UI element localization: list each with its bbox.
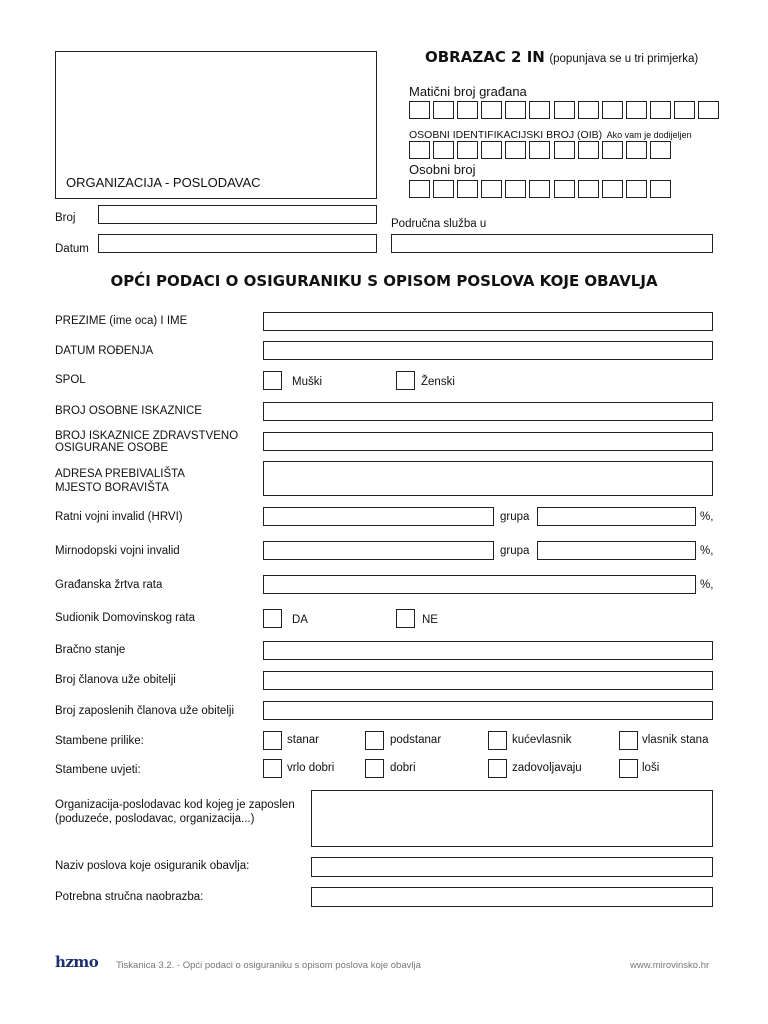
hzmo-logo: hzmo xyxy=(55,953,99,971)
maticni-cells[interactable] xyxy=(409,101,722,119)
mirnodopski-label: Mirnodopski vojni invalid xyxy=(55,545,180,557)
zdravstvena-field[interactable] xyxy=(263,432,713,451)
adresa-label-2: MJESTO BORAVIŠTA xyxy=(55,482,169,494)
uvjeti-zadovoljavaju-checkbox[interactable] xyxy=(488,759,507,778)
organization-label: ORGANIZACIJA - POSLODAVAC xyxy=(66,175,261,190)
zdravstvena-label-2: OSIGURANE OSOBE xyxy=(55,442,169,454)
uvjeti-vrlo-dobri-checkbox[interactable] xyxy=(263,759,282,778)
broj-label: Broj xyxy=(55,212,76,224)
footer-url[interactable]: www.mirovinsko.hr xyxy=(630,960,710,971)
uvjeti-losi-label: loši xyxy=(642,762,660,774)
sudionik-ne-checkbox[interactable] xyxy=(396,609,415,628)
civilna-field[interactable] xyxy=(263,575,696,594)
spol-label: SPOL xyxy=(55,374,86,386)
ratni-grupa-label: grupa xyxy=(500,511,530,523)
naziv-poslova-label: Naziv poslova koje osiguranik obavlja: xyxy=(55,860,250,872)
adresa-field[interactable] xyxy=(263,461,713,496)
prilike-kucevlasnik-label: kućevlasnik xyxy=(512,734,572,746)
spol-muski-checkbox[interactable] xyxy=(263,371,282,390)
uvjeti-label: Stambene uvjeti: xyxy=(55,764,141,776)
uvjeti-dobri-label: dobri xyxy=(390,762,416,774)
sudionik-da-checkbox[interactable] xyxy=(263,609,282,628)
uvjeti-vrlo-dobri-label: vrlo dobri xyxy=(287,762,335,774)
ratni-field[interactable] xyxy=(263,507,494,526)
form-title-row xyxy=(425,48,698,67)
podrucna-field[interactable] xyxy=(391,234,713,253)
datum-field[interactable] xyxy=(98,234,377,253)
org-poslodavac-label-1: Organizacija-poslodavac kod kojeg je zaposlen xyxy=(55,799,295,811)
spol-zenski-label: Ženski xyxy=(421,376,455,388)
datum-label: Datum xyxy=(55,243,89,255)
prezime-label: PREZIME (ime oca) I IME xyxy=(55,315,188,327)
org-poslodavac-field[interactable] xyxy=(311,790,713,847)
ratni-label: Ratni vojni invalid (HRVI) xyxy=(55,511,183,523)
clanovi-field[interactable] xyxy=(263,671,713,690)
mirnodopski-percent-label: %, xyxy=(700,545,714,557)
prilike-vlasnik-stana-label: vlasnik stana xyxy=(642,734,709,746)
civilna-percent-label: %, xyxy=(700,579,714,591)
osobni-label: Osobni broj xyxy=(409,162,476,177)
bracno-label: Bračno stanje xyxy=(55,644,126,656)
prilike-kucevlasnik-checkbox[interactable] xyxy=(488,731,507,750)
mirnodopski-field[interactable] xyxy=(263,541,494,560)
sudionik-ne-label: NE xyxy=(422,614,438,626)
prilike-podstanar-checkbox[interactable] xyxy=(365,731,384,750)
form-note: (popunjava se u tri primjerka) xyxy=(549,53,699,65)
naobrazba-field[interactable] xyxy=(311,887,713,907)
mirnodopski-grupa-label: grupa xyxy=(500,545,530,557)
prezime-field[interactable] xyxy=(263,312,713,331)
podrucna-label: Područna služba u xyxy=(391,218,487,230)
prilike-stanar-checkbox[interactable] xyxy=(263,731,282,750)
datum-rodjenja-label: DATUM ROĐENJA xyxy=(55,345,154,357)
prilike-stanar-label: stanar xyxy=(287,734,319,746)
osobni-cells[interactable] xyxy=(409,180,674,198)
sudionik-label: Sudionik Domovinskog rata xyxy=(55,612,195,624)
oib-label: OSOBNI IDENTIFIKACIJSKI BROJ (OIB) xyxy=(409,129,603,141)
maticni-label: Matični broj građana xyxy=(409,84,527,99)
oib-cells[interactable] xyxy=(409,141,674,159)
prilike-podstanar-label: podstanar xyxy=(390,734,442,746)
spol-muski-label: Muški xyxy=(292,376,323,388)
footer-caption: Tiskanica 3.2. - Opći podaci o osiguraniku s opisom poslova koje obavlja xyxy=(116,960,421,971)
osobna-field[interactable] xyxy=(263,402,713,421)
prilike-label: Stambene prilike: xyxy=(55,735,144,747)
oib-note: Ako vam je dodijeljen xyxy=(606,130,692,140)
broj-field[interactable] xyxy=(98,205,377,224)
uvjeti-losi-checkbox[interactable] xyxy=(619,759,638,778)
naziv-poslova-field[interactable] xyxy=(311,857,713,877)
ratni-grupa-field[interactable] xyxy=(537,507,696,526)
zaposleni-label: Broj zaposlenih članova uže obitelji xyxy=(55,705,234,717)
clanovi-label: Broj članova uže obitelji xyxy=(55,674,176,686)
naobrazba-label: Potrebna stručna naobrazba: xyxy=(55,891,204,903)
org-poslodavac-label-2: (poduzeće, poslodavac, organizacija...) xyxy=(55,813,255,825)
civilna-label: Građanska žrtva rata xyxy=(55,579,163,591)
zdravstvena-label-1: BROJ ISKAZNICE ZDRAVSTVENO xyxy=(55,430,239,442)
datum-rodjenja-field[interactable] xyxy=(263,341,713,360)
adresa-label-1: ADRESA PREBIVALIŠTA xyxy=(55,468,185,480)
ratni-percent-label: %, xyxy=(700,511,714,523)
uvjeti-zadovoljavaju-label: zadovoljavaju xyxy=(512,762,582,774)
form-title: OBRAZAC 2 IN xyxy=(425,48,545,66)
osobna-label: BROJ OSOBNE ISKAZNICE xyxy=(55,405,202,417)
spol-zenski-checkbox[interactable] xyxy=(396,371,415,390)
mirnodopski-grupa-field[interactable] xyxy=(537,541,696,560)
uvjeti-dobri-checkbox[interactable] xyxy=(365,759,384,778)
prilike-vlasnik-stana-checkbox[interactable] xyxy=(619,731,638,750)
section-heading: OPĆI PODACI O OSIGURANIKU S OPISOM POSLOVA KOJE OBAVLJA xyxy=(110,272,658,290)
sudionik-da-label: DA xyxy=(292,614,308,626)
zaposleni-field[interactable] xyxy=(263,701,713,720)
bracno-field[interactable] xyxy=(263,641,713,660)
